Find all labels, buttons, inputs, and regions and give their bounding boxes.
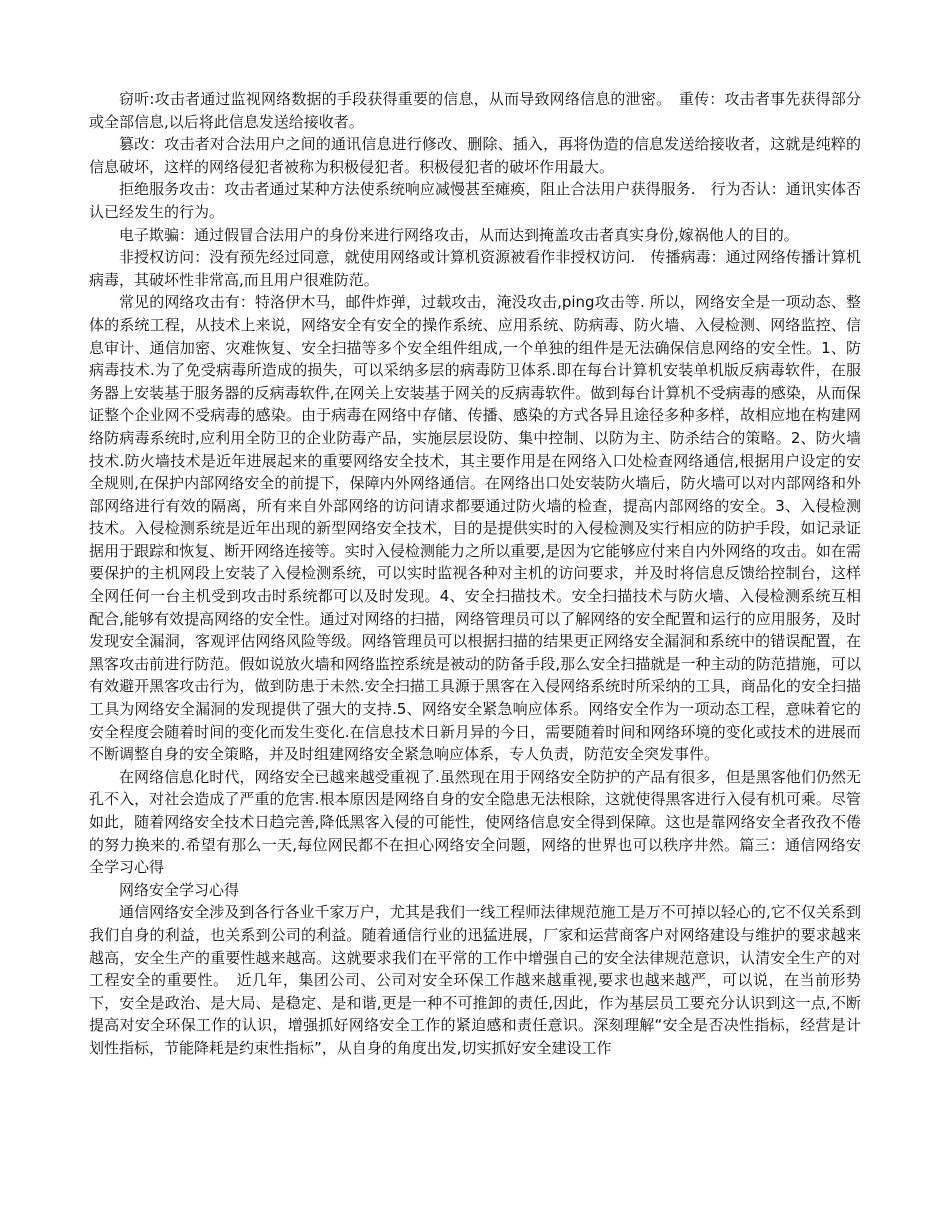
paragraph-spoofing: 电子欺骗：通过假冒合法用户的身份来进行网络攻击，从而达到掩盖攻击者真实身份,嫁祸他人的目的。 xyxy=(119,225,799,244)
paragraph-denial-of-service: 拒绝服务攻击：攻击者通过某种方法使系统响应减慢甚至瘫痪，阻止合法用户获得服务. 行为否认：通讯实体否认已经发生的行为。 xyxy=(89,180,861,221)
paragraph-network-era: 在网络信息化时代，网络安全已越来越受重视了.虽然现在用于网络安全防护的产品有很多，但是黑客他们仍然无孔不入，对社会造成了严重的危害.根本原因是网络自身的安全隐患无法根除，这就使得黑客进行入侵有机可乘。尽管如此，随着网络安全技术日趋完善,降低黑客入侵的可能性，使网络信息安全得到保障。这也是靠网络安全者孜孜不倦的努力换来的.希望有那么一天,每位网民都不在担心网络安全问题，网络的世界也可以秩序井然。篇三：通信网络安全学习心得 xyxy=(89,767,861,877)
paragraph-telecom-safety: 通信网络安全涉及到各行各业千家万户，尤其是我们一线工程师法律规范施工是万不可掉以轻心的,它不仅关系到我们自身的利益，也关系到公司的利益。随着通信行业的迅猛进展，厂家和运营商客户对网络建设与维护的要求越来越高，安全生产的重要性越来越高。这就要求我们在平常的工作中增强自己的安全法律规范意识，认清安全生产的对工程安全的重要性。 近几年，集团公司、公司对安全环保工作越来越重视,要求也越来越严，可以说，在当前形势下，安全是政治、是大局、是稳定、是和谐,更是一种不可推卸的责任,因此，作为基层员工要充分认识到这一点,不断提高对安全环保工作的认识，增强抓好网络安全工作的紧迫感和责任意识。深刻理解“安全是否决性指标，经营是计划性指标，节能降耗是约束性指标”，从自身的角度出发,切实抓好安全建设工作 xyxy=(89,903,861,1057)
paragraph-eavesdrop: 窃听:攻击者通过监视网络数据的手段获得重要的信息，从而导致网络信息的泄密。 重传：攻击者事先获得部分或全部信息,以后将此信息发送给接收者。 xyxy=(89,90,861,131)
document-page xyxy=(89,88,861,1060)
paragraph-common-attacks: 常见的网络攻击有：特洛伊木马，邮件炸弹，过载攻击，淹没攻击,ping攻击等. 所以，网络安全是一项动态、整体的系统工程，从技术上来说，网络安全有安全的操作系统、应用系统、防病毒、防火墙、入侵检测、网络监控、信息审计、通信加密、灾难恢复、安全扫描等多个安全组件组成,一个单独的组件是无法确保信息网络的安全性。1、防病毒技术.为了免受病毒所造成的损失，可以采纳多层的病毒防卫体系.即在每台计算机安装单机版反病毒软件，在服务器上安装基于服务器的反病毒软件,在网关上安装基于网关的反病毒软件。做到每台计算机不受病毒的感染，从而保证整个企业网不受病毒的感染。由于病毒在网络中存储、传播、感染的方式各异且途径多种多样，故相应地在构建网络防病毒系统时,应利用全防卫的企业防毒产品，实施层层设防、集中控制、以防为主、防杀结合的策略。2、防火墙技术.防火墙技术是近年进展起来的重要网络安全技术，其主要作用是在网络入口处检查网络通信,根据用户设定的安全规则,在保护内部网络安全的前提下，保障内外网络通信。在网络出口处安装防火墙后，防火墙可以对内部网络和外部网络进行有效的隔离，所有来自外部网络的访问请求都要通过防火墙的检查，提高内部网络的安全。3、入侵检测技术。入侵检测系统是近年出现的新型网络安全技术，目的是提供实时的入侵检测及实行相应的防护手段，如记录证据用于跟踪和恢复、断开网络连接等。实时入侵检测能力之所以重要,是因为它能够应付来自内外网络的攻击。如在需要保护的主机网段上安装了入侵检测系统，可以实时监视各种对主机的访问要求，并及时将信息反馈给控制台，这样全网任何一台主机受到攻击时系统都可以及时发现。4、安全扫描技术。安全扫描技术与防火墙、入侵检测系统互相配合,能够有效提高网络的安全性。通过对网络的扫描，网络管理员可以了解网络的安全配置和运行的应用服务，及时发现安全漏洞，客观评估网络风险等级。网络管理员可以根据扫描的结果更正网络安全漏洞和系统中的错误配置，在黑客攻击前进行防范。假如说放火墙和网络监控系统是被动的防备手段,那么安全扫描就是一种主动的防范措施，可以有效避开黑客攻击行为，做到防患于未然.安全扫描工具源于黑客在入侵网络系统时所采纳的工具，商品化的安全扫描工具为网络安全漏洞的发现提供了强大的支持.5、网络安全紧急响应体系。网络安全作为一项动态工程，意味着它的安全程度会随着时间的变化而发生变化.在信息技术日新月异的今日，需要随着时间和网络环境的变化或技术的进展而不断调整自身的安全策略，并及时组建网络安全紧急响应体系，专人负责，防范安全突发事件。 xyxy=(89,293,861,764)
section-heading: 网络安全学习心得 xyxy=(119,880,240,899)
paragraph-tamper: 篡改：攻击者对合法用户之间的通讯信息进行修改、删除、插入，再将伪造的信息发送给接收者，这就是纯粹的信息破坏，这样的网络侵犯者被称为积极侵犯者。积极侵犯者的破坏作用最大。 xyxy=(89,135,861,176)
paragraph-unauthorized-access: 非授权访问：没有预先经过同意，就使用网络或计算机资源被看作非授权访问. 传播病毒：通过网络传播计算机病毒，其破坏性非常高,而且用户很难防范。 xyxy=(89,248,861,289)
